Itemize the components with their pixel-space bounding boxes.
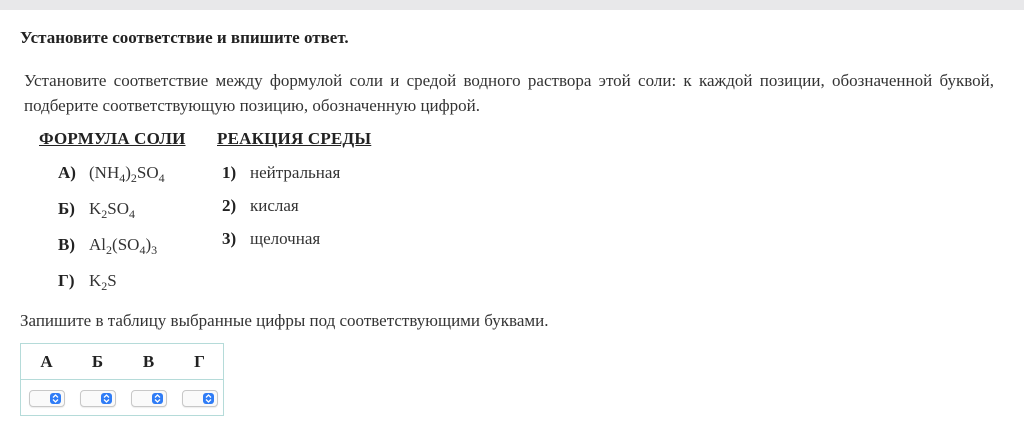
select-updown-icon — [101, 393, 112, 404]
reaction-number: 2) — [222, 196, 237, 215]
answer-header-a: А — [40, 352, 53, 371]
task-instruction: Установите соответствие между формулой соли и средой водного раствора этой соли: к каждой позиции, обозначенной буквой, подберите соответствующую позицию, обозначенную цифрой. — [24, 71, 994, 115]
answer-select-g[interactable] — [182, 390, 218, 407]
reaction-column-header: РЕАКЦИЯ СРЕДЫ — [217, 129, 372, 148]
reaction-text: кислая — [250, 196, 299, 215]
formula-text: $(NH_4)_2SO_4$ — [89, 163, 165, 185]
reaction-text: нейтральная — [250, 163, 341, 182]
answer-header-v: В — [142, 352, 155, 371]
task-title: Установите соответствие и впишите ответ. — [20, 28, 349, 47]
reaction-row-2 — [222, 196, 299, 216]
reaction-number: 1) — [222, 163, 237, 182]
answer-select-a[interactable] — [29, 390, 65, 407]
formula-letter: Г) — [58, 271, 75, 290]
formula-letter: А) — [58, 163, 76, 182]
answer-table — [20, 343, 224, 416]
formula-row-a — [58, 163, 165, 183]
select-updown-icon — [203, 393, 214, 404]
reaction-text: щелочная — [250, 229, 321, 248]
formula-column-header: ФОРМУЛА СОЛИ — [39, 129, 186, 148]
reaction-row-1 — [222, 163, 340, 183]
answer-prompt: Запишите в таблицу выбранные цифры под соответствующими буквами. — [20, 311, 549, 330]
formula-letter: Б) — [58, 199, 75, 218]
select-updown-icon — [50, 393, 61, 404]
formula-row-b — [58, 199, 135, 219]
formula-letter: В) — [58, 235, 75, 254]
formula-text: $K_2S$ — [89, 271, 117, 293]
formula-text: $Al_2(SO_4)_3$ — [89, 235, 158, 257]
answer-select-v[interactable] — [131, 390, 167, 407]
formula-row-v — [58, 235, 157, 255]
answer-table-header — [21, 344, 223, 380]
answer-header-b: Б — [91, 352, 104, 371]
formula-row-g — [58, 271, 117, 291]
reaction-row-3 — [222, 229, 320, 249]
select-updown-icon — [152, 393, 163, 404]
formula-text: $K_2SO_4$ — [89, 199, 136, 221]
answer-select-b[interactable] — [80, 390, 116, 407]
top-bar — [0, 0, 1024, 10]
answer-header-g: Г — [194, 352, 205, 371]
reaction-number: 3) — [222, 229, 237, 248]
